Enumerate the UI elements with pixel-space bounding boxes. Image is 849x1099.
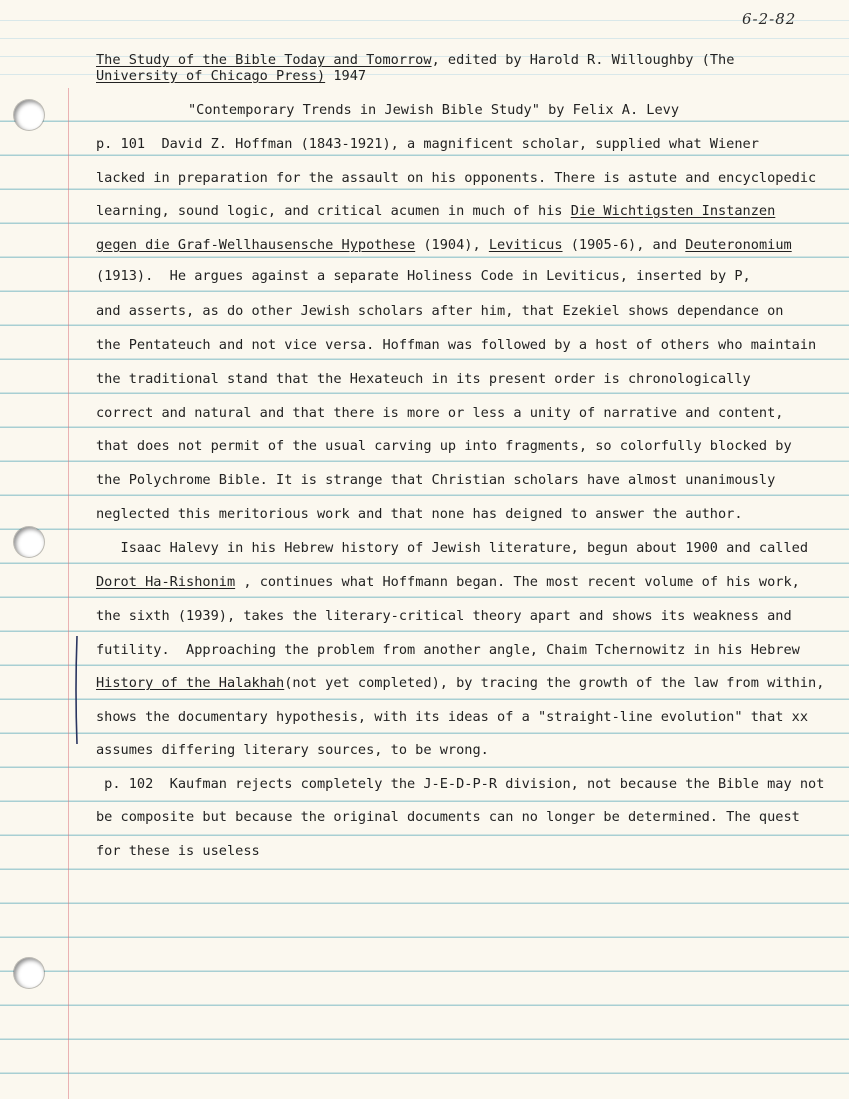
- text-line: [96, 237, 792, 253]
- citation-title-line: [96, 52, 734, 68]
- underlined-title: Leviticus: [488, 237, 563, 253]
- text-line: [96, 203, 775, 219]
- underlined-title: Deuteronomium: [685, 237, 792, 253]
- text-line: be composite but because the original documents can no longer be determined. The quest: [96, 809, 800, 825]
- text-line: correct and natural and that there is more or less a unity of narrative and content,: [96, 405, 784, 421]
- text-line: [96, 574, 800, 590]
- handwritten-date: 6-2-82: [742, 10, 797, 28]
- text-span: (not yet completed), by tracing the growth of the law from within,: [284, 675, 825, 691]
- text-line: p. 101 David Z. Hoffman (1843-1921), a magnificent scholar, supplied what Wiener: [96, 136, 759, 152]
- text-line: Isaac Halevy in his Hebrew history of Jewish literature, begun about 1900 and called: [96, 540, 809, 556]
- text-line: the sixth (1939), takes the literary-critical theory apart and shows its weakness and: [96, 608, 792, 624]
- text-line: the Polychrome Bible. It is strange that Christian scholars have almost unanimously: [96, 472, 776, 488]
- text-line: (1913). He argues against a separate Holiness Code in Leviticus, inserted by P,: [96, 268, 751, 284]
- text-line: lacked in preparation for the assault on his opponents. There is astute and encyclopedic: [96, 170, 817, 186]
- text-line: the Pentateuch and not vice versa. Hoffman was followed by a host of others who maintain: [96, 337, 817, 353]
- handwritten-margin-bracket: [74, 636, 80, 744]
- publication-year: 1947: [325, 68, 367, 84]
- text-line: the traditional stand that the Hexateuch in its present order is chronologically: [96, 371, 751, 387]
- underlined-title: Dorot Ha-Rishonim: [96, 574, 236, 590]
- punch-hole-top: [14, 100, 44, 130]
- text-span: , continues what Hoffmann began. The most recent volume of his work,: [235, 574, 800, 590]
- text-line: neglected this meritorious work and that none has deigned to answer the author.: [96, 506, 743, 522]
- citation-editor: , edited by Harold R. Willoughby (The: [431, 52, 735, 68]
- underlined-title: Die Wichtigsten Instanzen: [570, 203, 776, 219]
- underlined-title: History of the Halakhah: [96, 675, 285, 691]
- text-span: learning, sound logic, and critical acumen in much of his: [96, 203, 571, 219]
- underlined-title: gegen die Graf-Wellhausensche Hypothese: [96, 237, 416, 253]
- text-line: that does not permit of the usual carving up into fragments, so colorfully blocked by: [96, 438, 792, 454]
- faint-rule: [0, 20, 849, 21]
- text-line: [96, 675, 824, 691]
- text-line: p. 102 Kaufman rejects completely the J-E-D-P-R division, not because the Bible may not: [96, 776, 825, 792]
- text-span: (1904),: [415, 237, 489, 253]
- text-line: shows the documentary hypothesis, with its ideas of a "straight-line evolution" that xx: [96, 709, 809, 725]
- text-line: and asserts, as do other Jewish scholars after him, that Ezekiel shows dependance on: [96, 303, 784, 319]
- text-line: for these is useless: [96, 843, 260, 859]
- punch-hole-middle: [14, 527, 44, 557]
- faint-rule: [0, 38, 849, 39]
- text-line: assumes differing literary sources, to be wrong.: [96, 742, 489, 758]
- text-span: (1905-6), and: [562, 237, 686, 253]
- citation-publisher-line: [96, 68, 366, 84]
- text-line: futility. Approaching the problem from another angle, Chaim Tchernowitz in his Hebrew: [96, 642, 800, 658]
- essay-heading: "Contemporary Trends in Jewish Bible Study" by Felix A. Levy: [188, 102, 680, 118]
- book-title: The Study of the Bible Today and Tomorrow: [96, 52, 432, 68]
- publisher: University of Chicago Press): [96, 68, 326, 84]
- punch-hole-bottom: [14, 958, 44, 988]
